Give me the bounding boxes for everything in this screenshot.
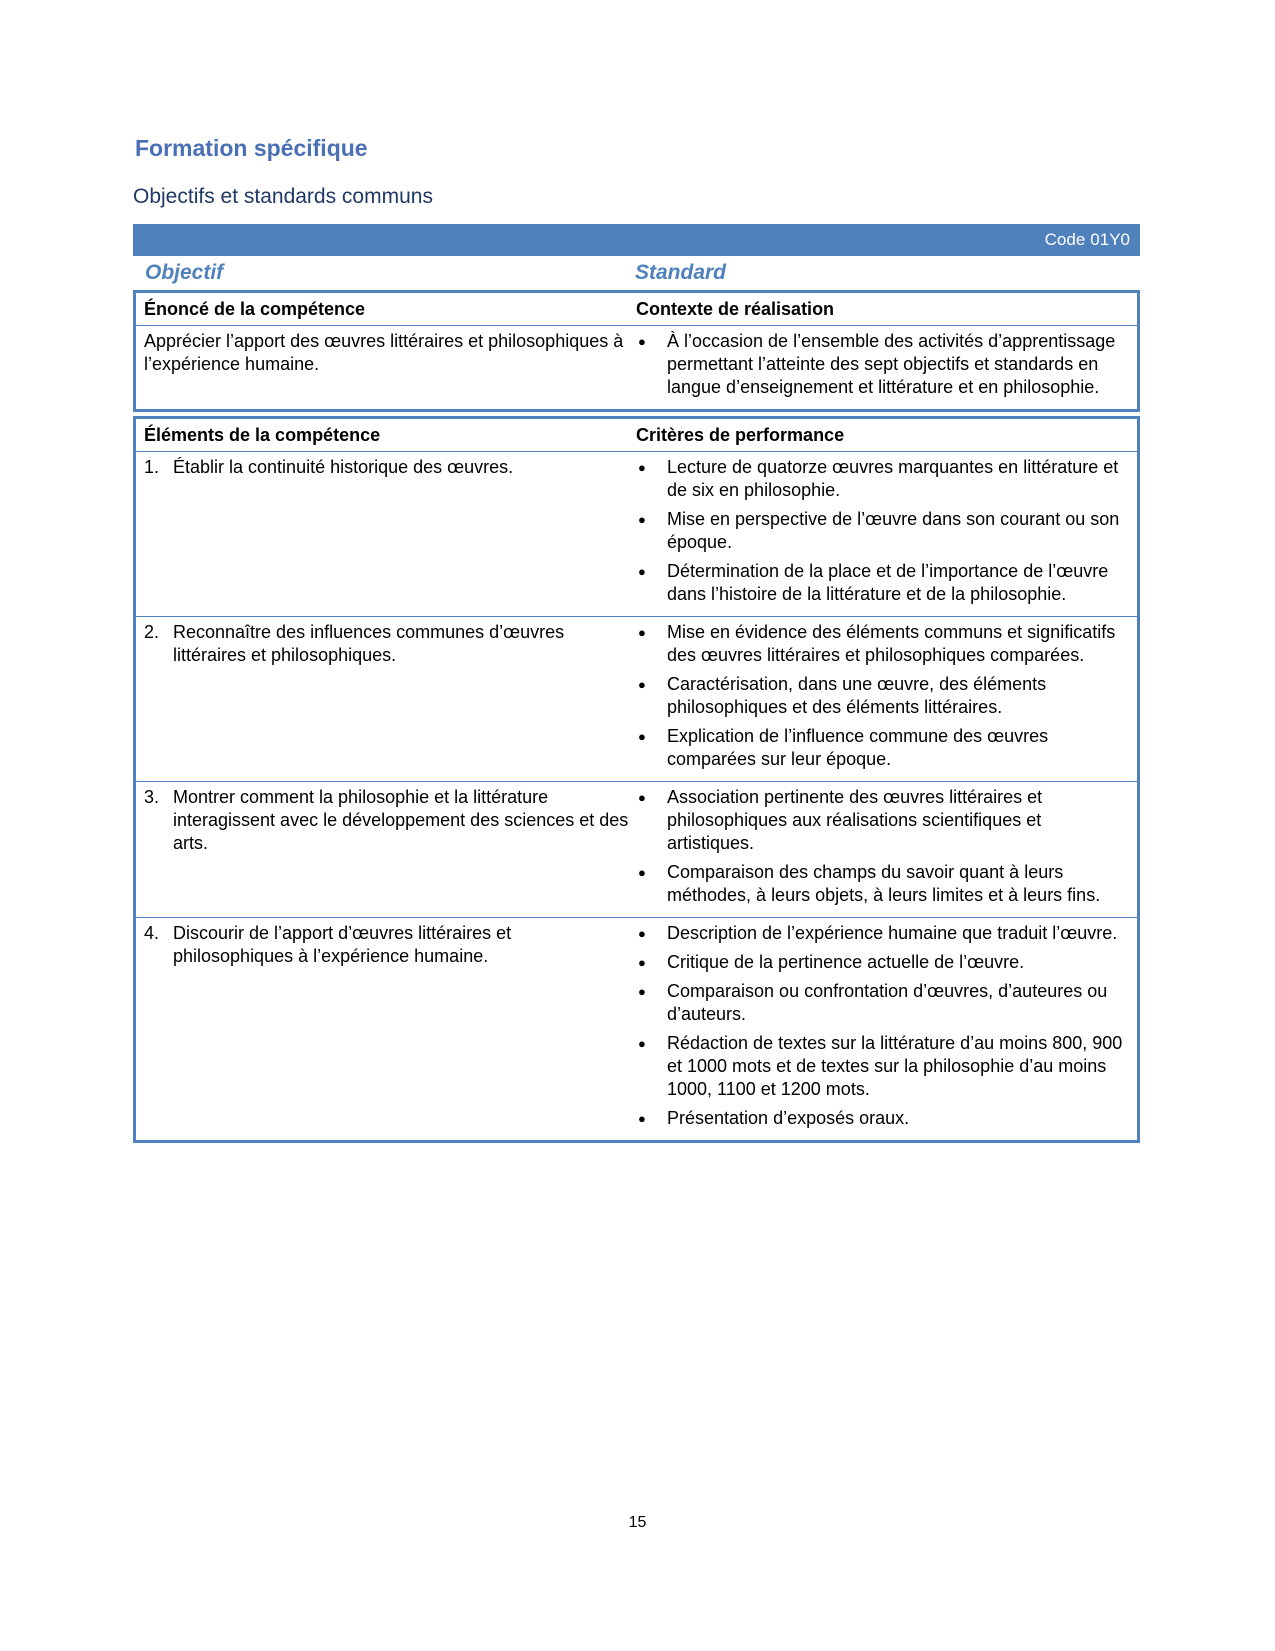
- list-item: [636, 1032, 1127, 1101]
- table-row: [136, 781, 1137, 917]
- bullet-icon: ●: [638, 955, 646, 970]
- element-text: Établir la continuité historique des œuvres.: [173, 457, 514, 477]
- criteria-cell: [636, 452, 1137, 616]
- criterion-text: Comparaison ou confrontation d’œuvres, d’auteures ou d’auteurs.: [667, 981, 1108, 1024]
- criteria-list: [636, 456, 1127, 606]
- objectif-heading: Objectif: [145, 261, 224, 284]
- list-item: [636, 508, 1127, 554]
- element-text: Montrer comment la philosophie et la littérature interagissent avec le développement des sciences et des arts.: [173, 787, 629, 853]
- criterion-text: Mise en perspective de l’œuvre dans son courant ou son époque.: [667, 509, 1120, 552]
- context-text: À l’occasion de l’ensemble des activités d’apprentissage permettant l’atteinte des sept objectifs et standards en langue d’enseignement et littérature et en philosophie.: [667, 331, 1116, 397]
- elements-table: [133, 416, 1140, 1143]
- criteria-header: Critères de performance: [636, 425, 845, 445]
- table-header-row: [136, 419, 1137, 451]
- element-number: 2.: [144, 622, 160, 642]
- element-item: [144, 786, 630, 855]
- element-text: Reconnaître des influences communes d’œuvres littéraires et philosophiques.: [173, 622, 565, 665]
- element-item: [144, 922, 630, 968]
- table-row: [136, 616, 1137, 781]
- context-list: [636, 330, 1127, 399]
- bullet-icon: ●: [638, 984, 646, 999]
- element-number: 4.: [144, 923, 160, 943]
- context-header: Contexte de réalisation: [636, 299, 835, 319]
- criterion-text: Lecture de quatorze œuvres marquantes en littérature et de six en philosophie.: [667, 457, 1119, 500]
- table-row: [136, 917, 1137, 1140]
- criterion-text: Explication de l’influence commune des œuvres comparées sur leur époque.: [667, 726, 1049, 769]
- criteria-cell: [636, 918, 1137, 1140]
- criterion-text: Présentation d’exposés oraux.: [667, 1108, 910, 1128]
- criterion-text: Critique de la pertinence actuelle de l’œuvre.: [667, 952, 1025, 972]
- competence-statement: Apprécier l’apport des œuvres littéraires et philosophiques à l’expérience humaine.: [144, 331, 624, 374]
- bullet-icon: ●: [638, 625, 646, 640]
- element-cell: [136, 918, 636, 1140]
- code-label: Code: [1044, 230, 1086, 249]
- criterion-text: Mise en évidence des éléments communs et significatifs des œuvres littéraires et philosophiques comparées.: [667, 622, 1116, 665]
- bullet-icon: ●: [638, 865, 646, 880]
- column-headers: [133, 256, 1140, 290]
- element-number: 3.: [144, 787, 160, 807]
- element-text: Discourir de l’apport d’œuvres littéraires et philosophiques à l’expérience humaine.: [173, 923, 512, 966]
- element-cell: [136, 617, 636, 781]
- bullet-icon: ●: [638, 334, 646, 349]
- element-cell: [136, 452, 636, 616]
- list-item: [636, 725, 1127, 771]
- element-item: [144, 621, 630, 667]
- list-item: [636, 456, 1127, 502]
- element-cell: [136, 782, 636, 917]
- element-number: 1.: [144, 457, 160, 477]
- element-item: [144, 456, 630, 479]
- table-header-row: [136, 293, 1137, 325]
- page-subtitle: Objectifs et standards communs: [133, 185, 433, 208]
- list-item: [636, 786, 1127, 855]
- criterion-text: Détermination de la place et de l’importance de l’œuvre dans l’histoire de la littérature et de la philosophie.: [667, 561, 1109, 604]
- list-item: [636, 951, 1127, 974]
- list-item: [636, 1107, 1127, 1130]
- code-bar: [133, 224, 1140, 256]
- bullet-icon: ●: [638, 677, 646, 692]
- table-row: [136, 451, 1137, 616]
- bullet-icon: ●: [638, 512, 646, 527]
- bullet-icon: ●: [638, 729, 646, 744]
- bullet-icon: ●: [638, 1036, 646, 1051]
- statement-header: Énoncé de la compétence: [144, 299, 366, 319]
- list-item: [636, 673, 1127, 719]
- list-item: [636, 922, 1127, 945]
- bullet-icon: ●: [638, 790, 646, 805]
- criterion-text: Rédaction de textes sur la littérature d’au moins 800, 900 et 1000 mots et de textes sur la philosophie d’au moins 1000, 1100 et 1200 mots.: [667, 1033, 1123, 1099]
- criteria-list: [636, 786, 1127, 907]
- criteria-cell: [636, 782, 1137, 917]
- document-page: [133, 134, 1140, 1143]
- criterion-text: Caractérisation, dans une œuvre, des éléments philosophiques et des éléments littéraires.: [667, 674, 1047, 717]
- bullet-icon: ●: [638, 564, 646, 579]
- standard-heading: Standard: [635, 261, 727, 284]
- competence-table: [133, 290, 1140, 412]
- bullet-icon: ●: [638, 1111, 646, 1126]
- elements-header: Éléments de la compétence: [144, 425, 381, 445]
- bullet-icon: ●: [638, 926, 646, 941]
- list-item: [636, 330, 1127, 399]
- context-cell: [636, 326, 1137, 409]
- criterion-text: Comparaison des champs du savoir quant à leurs méthodes, à leurs objets, à leurs limites et à leurs fins.: [667, 862, 1101, 905]
- criteria-list: [636, 621, 1127, 771]
- bullet-icon: ●: [638, 460, 646, 475]
- criterion-text: Description de l’expérience humaine que traduit l’œuvre.: [667, 923, 1118, 943]
- criteria-list: [636, 922, 1127, 1130]
- list-item: [636, 980, 1127, 1026]
- page-number: 15: [628, 1514, 647, 1531]
- list-item: [636, 560, 1127, 606]
- code-value: 01Y0: [1090, 230, 1130, 249]
- criterion-text: Association pertinente des œuvres littéraires et philosophiques aux réalisations scientifiques et artistiques.: [667, 787, 1043, 853]
- list-item: [636, 621, 1127, 667]
- criteria-cell: [636, 617, 1137, 781]
- page-title: Formation spécifique: [135, 135, 368, 161]
- table-row: [136, 325, 1137, 409]
- list-item: [636, 861, 1127, 907]
